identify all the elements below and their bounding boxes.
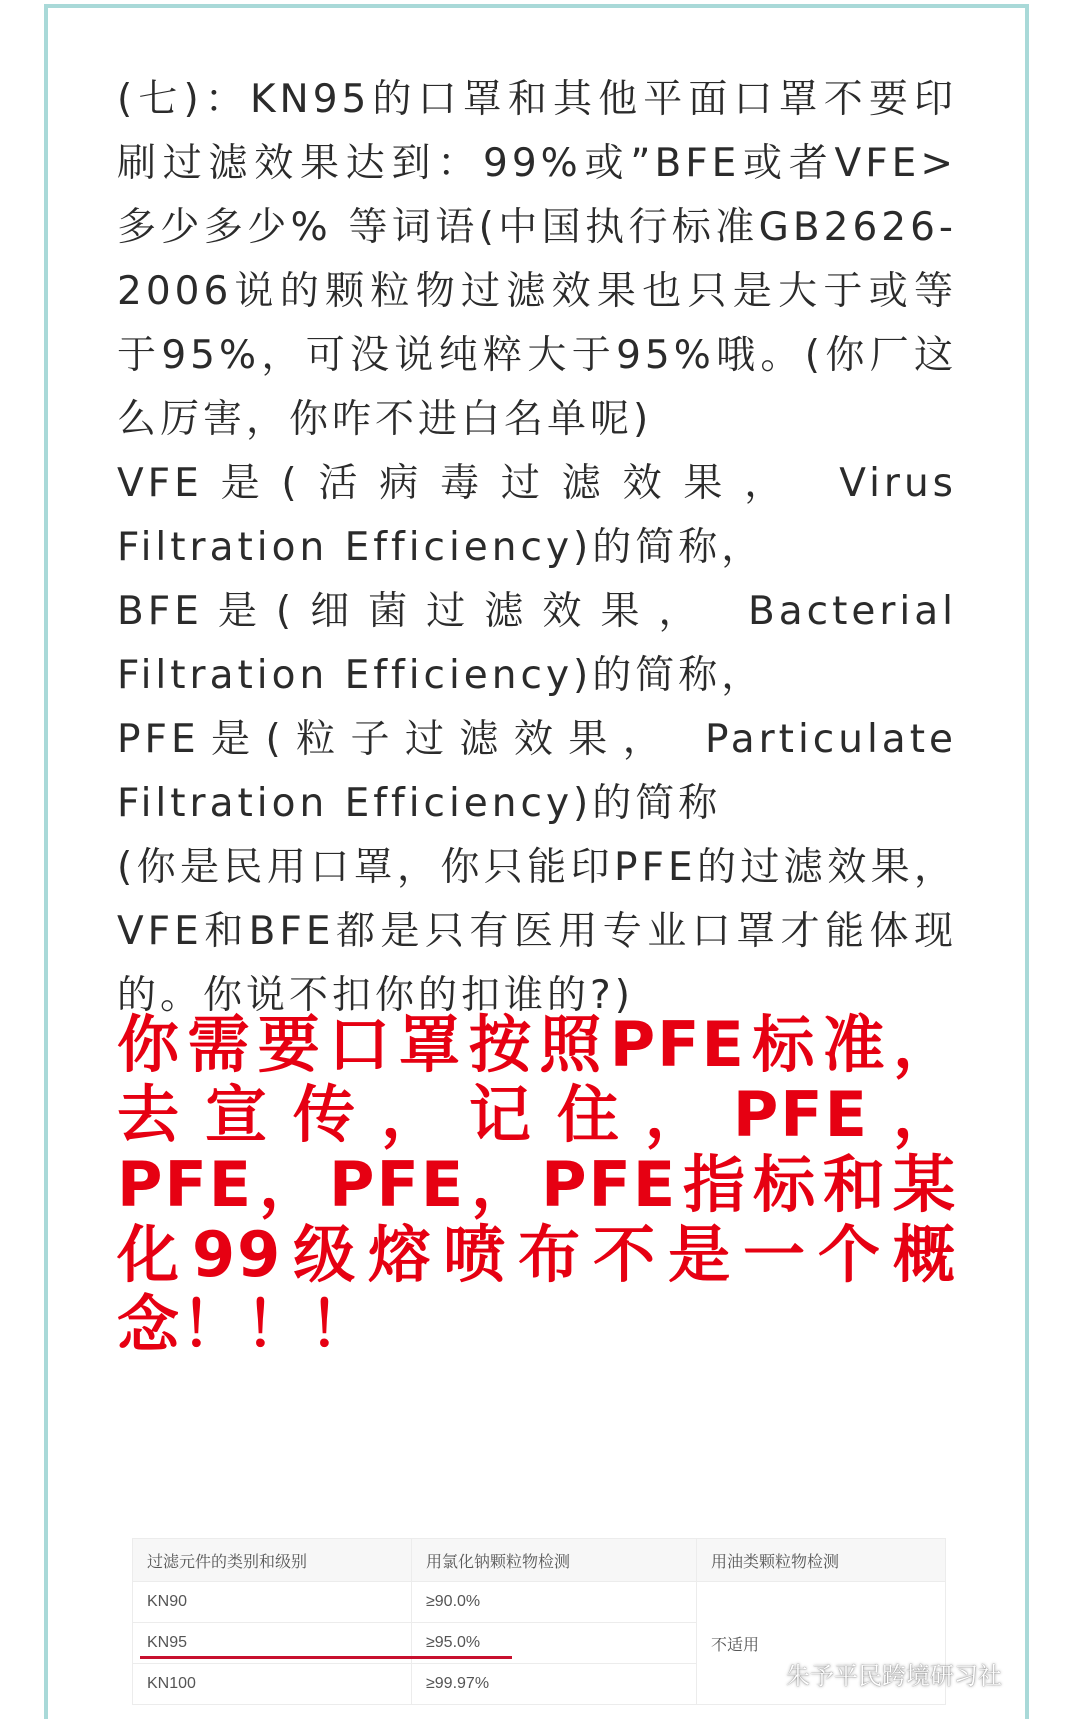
emphasis-block [117, 1010, 957, 1360]
table-header-grade: 过滤元件的类别和级别 [133, 1539, 412, 1582]
table-row [133, 1582, 946, 1623]
paragraph-kn95-notice: (七)：KN95的口罩和其他平面口罩不要印刷过滤效果达到：99%或”BFE或者VFE>多少多少% 等词语(中国执行标准GB2626-2006说的颗粒物过滤效果也只是大于或等于95%，可没说纯粹大于95%哦。(你厂这么厉害，你咋不进白名单呢) [117, 77, 957, 442]
table-cell-nacl: ≥90.0% [412, 1582, 697, 1623]
table-cell-grade: KN90 [133, 1582, 412, 1623]
table-cell-nacl: ≥99.97% [412, 1664, 697, 1705]
paragraph-vfe-definition: VFE是(活病毒过滤效果， Virus Filtration Efficiency)的简称， [117, 461, 957, 570]
table-cell-oil: 不适用 [697, 1582, 946, 1705]
table-cell-grade: KN95 [133, 1623, 412, 1664]
paragraph-civil-mask-note: (你是民用口罩，你只能印PFE的过滤效果， VFE和BFE都是只有医用专业口罩才能体现的。你说不扣你的扣谁的?) [117, 845, 957, 1018]
paragraph-pfe-definition: PFE是(粒子过滤效果， Particulate Filtration Efficiency)的简称 [117, 717, 957, 826]
table-header-oil: 用油类颗粒物检测 [697, 1539, 946, 1582]
watermark-text: 朱予平民跨境研习社 [786, 1662, 1002, 1690]
table-cell-nacl: ≥95.0% [412, 1623, 697, 1664]
emphasis-text: 你需要口罩按照PFE标准，去宣传，记住，PFE，PFE，PFE，PFE指标和某化99级熔喷布不是一个概念！！！ [117, 1008, 957, 1361]
wechat-icon [742, 1661, 778, 1687]
table-header-row [133, 1539, 946, 1582]
table-header-nacl: 用氯化钠颗粒物检测 [412, 1539, 697, 1582]
watermark [742, 1656, 1002, 1691]
paragraph-bfe-definition: BFE是(细菌过滤效果， Bacterial Filtration Efficiency)的简称， [117, 589, 957, 698]
kn95-highlight-underline [140, 1656, 512, 1659]
article-body [117, 68, 957, 1028]
table-cell-grade: KN100 [133, 1664, 412, 1705]
